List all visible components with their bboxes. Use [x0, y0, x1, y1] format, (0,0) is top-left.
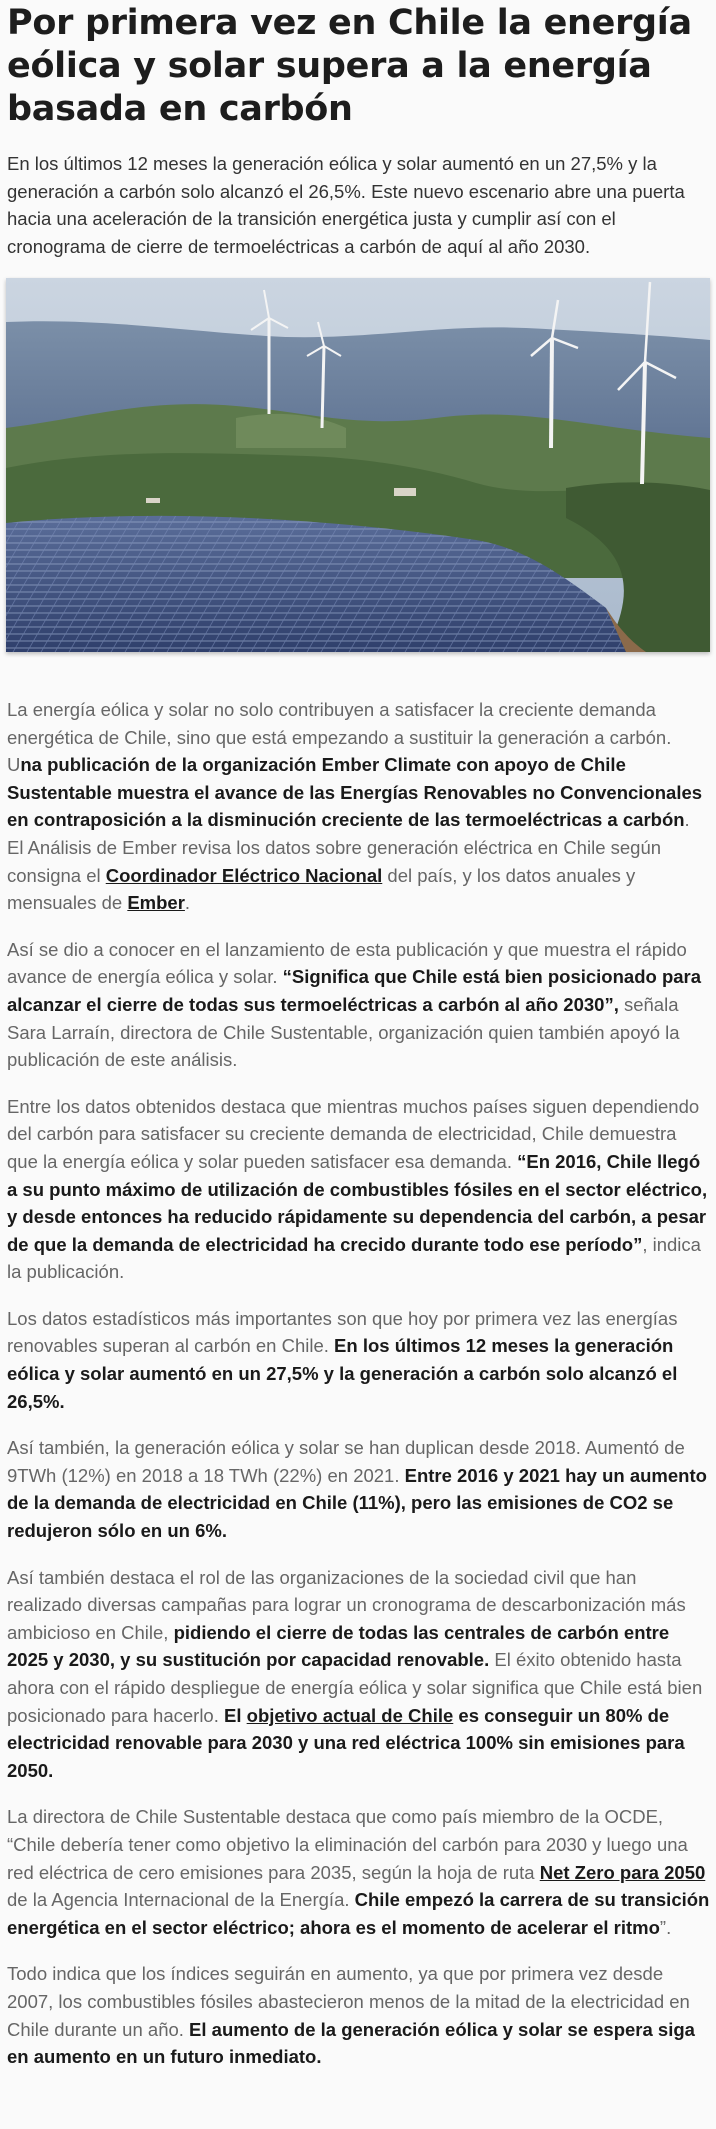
hero-image-wind-solar-farm	[6, 278, 710, 652]
paragraph-4: Los datos estadísticos más importantes son que hoy por primera vez las energías renovables superan al carbón en Chile. En los últimos 12 meses la generación eólica y solar aumentó en un 27,5% y la generación a carbón solo alcanzó el 26,5%.	[7, 1307, 678, 1412]
paragraph-5: Así también, la generación eólica y solar se han duplican desde 2018. Aumentó de 9TWh (12%) en 2018 a 18 TWh (22%) en 2021. Entre 2016 y 2021 hay un aumento de la demanda de electricidad en Chile (11%), pero las emisiones de CO2 se redujeron sólo en un 6%.	[7, 1437, 707, 1542]
article-title: Por primera vez en Chile la energía eólica y solar supera a la energía basada en carbón	[7, 3, 692, 129]
paragraph-1: La energía eólica y solar no solo contribuyen a satisfacer la creciente demanda energética de Chile, sino que está empezando a sustituir la generación a carbón. Una publicación de la organización Ember Climate con apoyo de Chile Sustentable muestra el avance de las Energías Renovables no Convencionales en contraposición a la disminución creciente de las termoeléctricas a carbón. El Análisis de Ember revisa los datos sobre generación eléctrica en Chile según consigna el Coordinador Eléctrico Nacional del país, y los datos anuales y mensuales de Ember.	[7, 699, 703, 914]
article-body	[7, 696, 710, 2071]
paragraph-8: Todo indica que los índices seguirán en aumento, ya que por primera vez desde 2007, los combustibles fósiles abastecieron menos de la mitad de la electricidad en Chile durante un año. El aumento de la generación eólica y solar se espera siga en aumento en un futuro inmediato.	[7, 1963, 695, 2068]
paragraph-6: Así también destaca el rol de las organizaciones de la sociedad civil que han realizado diversas campañas para lograr un cronograma de descarbonización más ambicioso en Chile, pidiendo el cierre de todas las centrales de carbón entre 2025 y 2030, y su sustitución por capacidad renovable. El éxito obtenido hasta ahora con el rápido despliegue de energía eólica y solar significa que Chile está bien posicionado para hacerlo. El objetivo actual de Chile es conseguir un 80% de electricidad renovable para 2030 y una red eléctrica 100% sin emisiones para 2050.	[7, 1566, 703, 1781]
link-coordinador-electrico[interactable]: Coordinador Eléctrico Nacional	[105, 864, 383, 886]
paragraph-2: Así se dio a conocer en el lanzamiento de esta publicación y que muestra el rápido avance de energía eólica y solar. “Significa que Chile está bien posicionado para alcanzar el cierre de todas sus termoeléctricas a carbón al año 2030”, señala Sara Larraín, directora de Chile Sustentable, organización quien también apoyó la publicación de este análisis.	[7, 938, 702, 1071]
article-lede: En los últimos 12 meses la generación eólica y solar aumentó en un 27,5% y la generación a carbón solo alcanzó el 26,5%. Este nuevo escenario abre una puerta hacia una aceleración de la transición energética justa y cumplir así con el cronograma de cierre de termoeléctricas a carbón de aquí al año 2030.	[7, 153, 685, 257]
link-objetivo-actual[interactable]: objetivo actual de Chile	[246, 1704, 454, 1726]
link-ember[interactable]: Ember	[127, 892, 185, 914]
paragraph-7: La directora de Chile Sustentable destaca que como país miembro de la OCDE, “Chile debería tener como objetivo la eliminación del carbón para 2030 y luego una red eléctrica de cero emisiones para 2035, según la hoja de ruta Net Zero para 2050 de la Agencia Internacional de la Energía. Chile empezó la carrera de su transición energética en el sector eléctrico; ahora es el momento de acelerar el ritmo”.	[7, 1806, 710, 1938]
link-net-zero-2050[interactable]: Net Zero para 2050	[539, 1861, 706, 1883]
paragraph-3: Entre los datos obtenidos destaca que mientras muchos países siguen dependiendo del carbón para satisfacer su creciente demanda de electricidad, Chile demuestra que la energía eólica y solar pueden satisfacer esa demanda. “En 2016, Chile llegó a su punto máximo de utilización de combustibles fósiles en el sector eléctrico, y desde entonces ha reducido rápidamente su dependencia del carbón, a pesar de que la demanda de electricidad ha crecido durante todo ese período”, indica la publicación.	[7, 1095, 708, 1283]
